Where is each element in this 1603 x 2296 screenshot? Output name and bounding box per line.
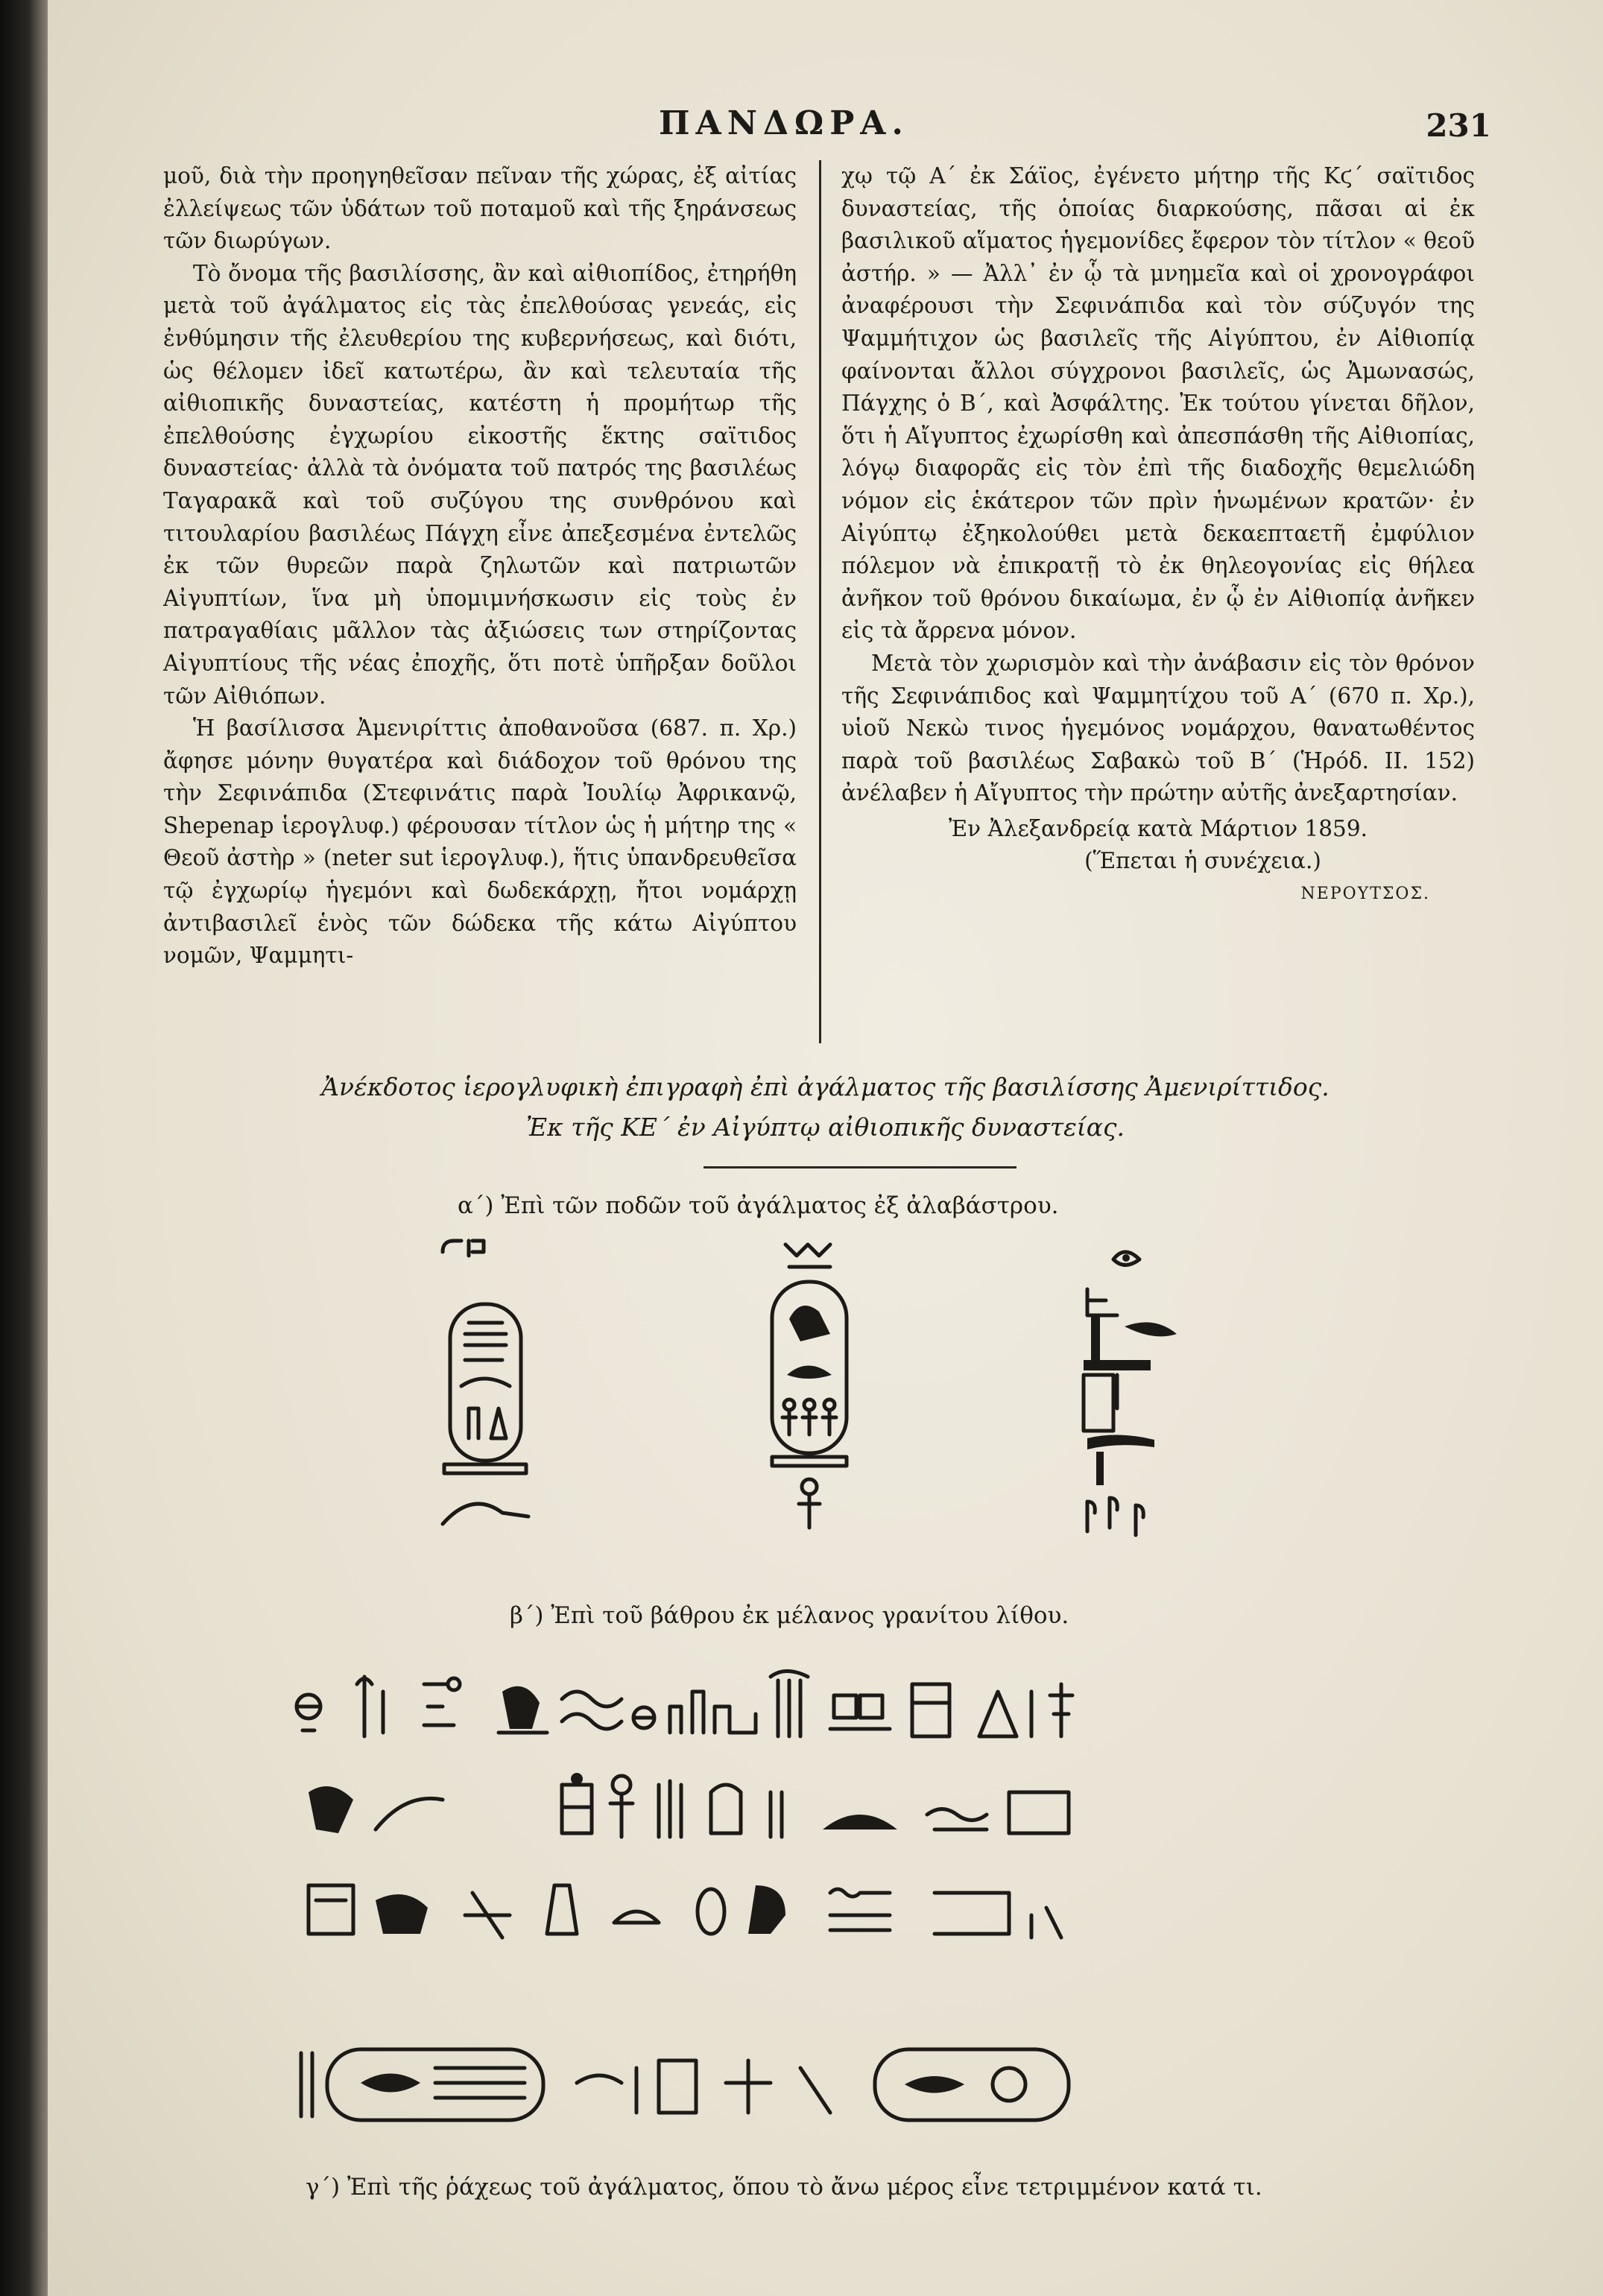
house-icon — [1009, 1792, 1069, 1833]
left-paragraph-2: Τὸ ὄνομα τῆς βασιλίσσης, ἂν καὶ αἰθιοπίδος, ἐτηρήθη μετὰ τοῦ ἀγάλματος εἰς τὰς ἐπελθούσας γενεάς, εἰς ἐνθύμησιν τῆς ἐλευθερίου της κυβερνήσεως, καὶ διότι, ὡς θέλομεν ἰδεῖ κατωτέρω, ἂν καὶ τελευταία τῆς αἰθιοπικῆς δυναστείας, κατέστη ἡ προμήτωρ τῆς ἐπελθούσης ἐγχωρίου εἰκοστῆς ἕκτης σαϊτιδος δυναστείας· ἀλλὰ τὰ ὀνόματα τοῦ πατρός της βασιλέως Ταγαρακᾶ καὶ τοῦ συζύγου της συνθρόνου καὶ τιτουλαρίου βασιλέως Πάγχη εἶνε ἀπεξεσμένα ἐντελῶς ἐκ τῶν θυρεῶν παρὰ ζηλωτῶν καὶ πατριωτῶν Αἰγυπτίων, ἵνα μὴ ὑπομιμνήσκωσιν εἰς τοὺς ἐν πατραγαθίαις μᾶλλον τὰς ἀξιώσεις των στηρίζοντας Αἰγυπτίους τῆς νέας ἐποχῆς, ὅτι ποτὲ ὑπῆρξαν δοῦλοι τῶν Αἰθιόπων. — [163, 260, 797, 709]
right-paragraph-2: Μετὰ τὸν χωρισμὸν καὶ τὴν ἀνάβασιν εἰς τὸν θρόνον τῆς Σεφινάπιδος καὶ Ψαμμητίχου τοῦ Α΄ (670 π. Χρ.), υἱοῦ Νεκὼ τινος ἡγεμόνος νομάρχου, θανατωθέντος παρὰ τοῦ βασιλέως Σαβακὼ τοῦ Β΄ (Ἡρόδ. ΙΙ. 152) ἀνέλαβεν ἡ Αἴγυπτος τὴν πρώτην αὐτῆς ἀνεξαρτησίαν. — [841, 650, 1475, 806]
pillar-icon — [771, 1792, 782, 1837]
loaf-icon — [614, 1911, 659, 1923]
triangle-icon — [979, 1692, 1031, 1736]
page-header — [48, 104, 1603, 156]
boxes-icon — [830, 1695, 890, 1729]
section-c-label: γ΄) Ἐπὶ τῆς ῥάχεως τοῦ ἀγάλματος, ὅπου τὸ ἄνω μέρος εἶνε τετριμμένον κατά τι. — [306, 2174, 1262, 2201]
right-paragraph-1: χῳ τῷ Α΄ ἐκ Σάϊος, ἐγένετο μήτηρ τῆς Κϛ΄ σαϊτιδος δυναστείας, τῆς ὁποίας διαρκούσης, πᾶσαι αἱ ἐκ βασιλικοῦ αἵματος ἡγεμονίδες ἔφερον τὸν τίτλον « θεοῦ ἀστήρ. » — Ἀλλ᾽ ἐν ᾧ τὰ μνημεῖα καὶ οἱ χρονογράφοι ἀναφέρουσι τὴν Σεφινάπιδα καὶ τὸν σύζυγόν της Ψαμμήτιχον ὡς βασιλεῖς τῆς Αἰγύπτου, ἐν Αἰθιοπίᾳ φαίνονται ἄλλοι σύγχρονοι βασιλεῖς, ὡς Ἀμωνασώς, Πάγχης ὁ Β΄, καὶ Ἀσφάλτης. Ἐκ τούτου γίνεται δῆλον, ὅτι ἡ Αἴγυπτος ἐχωρίσθη καὶ ἀπεσπάσθη τῆς Αἰθιοπίας, λόγῳ διαφορᾶς εἰς τὸν ἐπὶ τῆς διαδοχῆς θεμελιώδη νόμον εἰς ἑκάτερον τῶν πρὶν ἡνωμένων κρατῶν· ἐν Αἰγύπτῳ ἐξηκολούθει μετὰ δεκαεπταετῆ ἐμφύλιον πόλεμον νὰ ἐπικρατῇ τὸ ἐκ θηλεογονίας εἰς θήλεα ἀνῆκον τοῦ θρόνου δικαίωμα, ἐν ᾧ ἐν Αἰθιοπίᾳ ἀνῆκεν εἰς τὰ ἄρρενα μόνον. — [841, 163, 1475, 644]
column-divider — [819, 160, 821, 1043]
right-cartouche-icon — [875, 2049, 1069, 2120]
duck-icon — [376, 1894, 428, 1934]
inscription-title-line-1: Ἀνέκδοτος ἱερογλυφικὴ ἐπιγραφὴ ἐπὶ ἀγάλματος τῆς βασιλίσσης Ἀμενιρίττιδος. — [321, 1072, 1329, 1101]
author-signature: ΝΕΡΟΥΤΣΟΣ. — [1300, 885, 1430, 904]
vertical-column-icon — [1072, 1245, 1184, 1543]
jar-icon — [547, 1885, 577, 1934]
right-column — [841, 160, 1475, 911]
title-rule — [704, 1166, 1017, 1168]
left-cartouche-icon — [301, 2049, 543, 2120]
text-columns — [163, 160, 1505, 1043]
ankh-icon — [610, 1776, 633, 1837]
gate-icon — [935, 1893, 1061, 1938]
placenta-icon-2 — [633, 1707, 654, 1728]
placenta-icon — [297, 1695, 320, 1730]
middle-signs-icon — [577, 2061, 830, 2113]
section-a-label: α΄) Ἐπὶ τῶν ποδῶν τοῦ ἀγάλματος ἐξ ἀλαβάστρου. — [458, 1192, 1059, 1219]
bird-icon — [499, 1686, 547, 1733]
left-column — [163, 160, 797, 973]
seated-figure-icon — [562, 1773, 592, 1833]
running-title: ΠΑΝΔΩΡΑ. — [659, 104, 909, 142]
wood-icon — [465, 1893, 510, 1938]
sickle-icon — [376, 1798, 443, 1829]
place-date: Ἐν Ἀλεξανδρείᾳ κατὰ Μάρτιον 1859. — [949, 815, 1368, 841]
reed-icon — [357, 1677, 383, 1736]
waves-icon — [562, 1692, 622, 1729]
vase-icon — [711, 1785, 741, 1833]
plant-icon — [771, 1672, 808, 1737]
bread-icon — [823, 1815, 897, 1829]
book-page — [48, 0, 1603, 2296]
hieroglyph-row-3 — [294, 1863, 1352, 1945]
oval-icon — [698, 1889, 724, 1934]
shrine-icon — [912, 1684, 949, 1736]
water-line-icon — [927, 1809, 987, 1830]
stairs-icon — [670, 1692, 756, 1733]
throne-icon — [309, 1885, 353, 1934]
left-paragraph-1: μοῦ, διὰ τὴν προηγηθεῖσαν πεῖναν τῆς χώρας, ἐξ αἰτίας ἐλλείψεως τῶν ὑδάτων τοῦ ποταμοῦ καὶ τῆς ξηράνσεως τῶν διωρύγων. — [163, 163, 797, 254]
page-number: 231 — [1426, 107, 1491, 144]
cartouche-1-icon — [428, 1237, 540, 1543]
column-icon — [659, 1781, 681, 1837]
ibis-icon — [748, 1885, 785, 1934]
section-b-label: β΄) Ἐπὶ τοῦ βάθρου ἐκ μέλανος γρανίτου λίθου. — [510, 1602, 1069, 1629]
hieroglyph-row-4 — [294, 2038, 1352, 2128]
signs-group-icon — [424, 1678, 460, 1725]
hieroglyph-row-1 — [294, 1662, 1352, 1744]
rope-icon — [830, 1889, 890, 1930]
cartouche-2-icon — [756, 1237, 860, 1535]
stand-icon — [1050, 1684, 1072, 1736]
left-paragraph-3: Ἡ βασίλισσα Ἀμενιρίττις ἀποθανοῦσα (687. π. Χρ.) ἄφησε μόνην θυγατέρα καὶ διάδοχον τοῦ θρόνου της τὴν Σεφινάπιδα (Στεφινάτις παρὰ Ἰουλίῳ Ἀφρικανῷ, Shepenap ἱερογλυφ.) φέρουσαν τίτλον ὡς ἡ μήτηρ της « Θεοῦ ἀστὴρ » (neter sut ἱερογλυφ.), ἥτις ὑπανδρευθεῖσα τῷ ἐγχωρίῳ ἡγεμόνι καὶ δωδεκάρχῃ, ἤτοι νομάρχῃ ἀντιβασιλεῖ ἑνὸς τῶν δώδεκα τῆς κάτω Αἰγύπτου νομῶν, Ψαμμητι- — [163, 715, 797, 969]
book-binding-shadow — [0, 0, 48, 2296]
inscription-title-line-2: Ἐκ τῆς ΚΕ΄ ἐν Αἰγύπτῳ αἰθιοπικῆς δυναστείας. — [525, 1113, 1125, 1142]
bee-icon — [309, 1786, 353, 1833]
hieroglyph-row-2 — [294, 1762, 1352, 1844]
continued-note: (Ἕπεται ἡ συνέχεια.) — [1084, 848, 1321, 874]
inscription-title — [48, 1067, 1603, 1148]
